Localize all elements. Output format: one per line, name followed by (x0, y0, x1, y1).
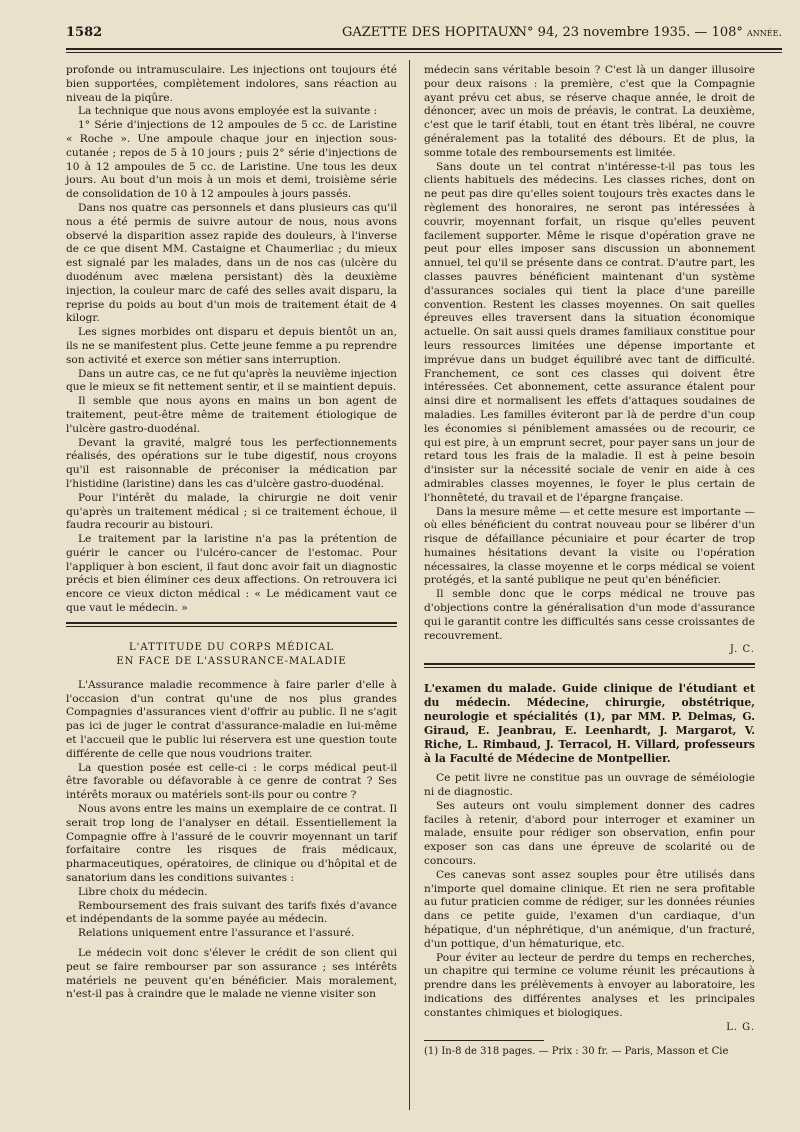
article-paragraph: La technique que nous avons employée est la suivante : (78, 105, 378, 118)
article-paragraph: Dans un autre cas, ce ne fut qu'après la neuvième injection que le mieux se fit nettement sentir, et il se maintient depuis. (66, 367, 397, 394)
article-paragraph: Dans nos quatre cas personnels et dans plusieurs cas qu'il nous a été permis de suivre autour de nous, nous avons observé la disparition assez rapide des douleurs, à l'inverse de ce que disent MM. Castaigne et Chaumerliac ; du mieux est signalé par les malades, dans un de nos cas (ulcère du duodénum avec mælena persistant) dès la deuxième injection, la couleur marc de café des selles avait disparu, la reprise du poids au bout d'un mois de traitement était de 4 kilogr. (66, 201, 397, 325)
page-number: 1582 (66, 25, 103, 40)
header-rule-thin (66, 52, 782, 53)
section-title-line: EN FACE DE L'ASSURANCE-MALADIE (116, 655, 347, 667)
article-paragraph: Il semble que nous ayons en mains un bon agent de traitement, peut-être même de traitement étiologique de l'ulcère gastro-duodénal. (66, 395, 397, 435)
review-paragraph: Pour éviter au lecteur de perdre du temps en recherches, un chapitre qui termine ce volume réunit les précautions à prendre dans les prélèvements à envoyer au laboratoire, les indications des différentes analyses et les principales constantes chimiques et biologiques. (424, 951, 755, 1019)
column-divider (409, 60, 410, 1110)
author-signature: J. C. (729, 644, 755, 656)
right-column (424, 64, 755, 1058)
review-signature: L. G. (726, 1021, 755, 1033)
section-paragraph: Relations uniquement entre l'assurance et l'assuré. (78, 927, 355, 940)
journal-title: GAZETTE DES HOPITAUX (342, 25, 518, 40)
article-paragraph: Les signes morbides ont disparu et depuis bientôt un an, ils ne se manifestent plus. Cette jeune femme a pu reprendre son activité et exerce son métier sans interruption. (66, 326, 397, 366)
left-column (66, 64, 397, 1002)
review-paragraph: Ce petit livre ne constitue pas un ouvrage de séméiologie ni de diagnostic. (424, 772, 755, 799)
issue-number-date: N° 94, 23 novembre 1935. — 108° (515, 25, 743, 40)
section-paragraph: Remboursement des frais suivant des tarifs fixés d'avance et indépendants de la somme payée au médecin. (66, 899, 397, 926)
section-paragraph: Nous avons entre les mains un exemplaire de ce contrat. Il serait trop long de l'analyser en détail. Essentiellement la Compagnie offre à l'assuré de le couvrir moyennant un tarif forfaitaire contre les risques de frais médicaux, pharmaceutiques, opératoires, de clinique ou d'hôpital et de sanatorium dans les conditions suivantes : (66, 803, 397, 885)
issue-annee: année. (747, 26, 782, 39)
footnote: (1) In-8 de 318 pages. — Prix : 30 fr. — Paris, Masson et Cie (424, 1046, 729, 1058)
section-title-line: L'ATTITUDE DU CORPS MÉDICAL (129, 641, 334, 653)
section-rule (424, 663, 755, 665)
review-paragraph: Ces canevas sont assez souples pour être utilisés dans n'importe quel domaine clinique. Et rien ne sera profitable au futur praticien comme de rédiger, sur les données réunies dans ce petite guide, l'examen d'un cardiaque, d'un hépatique, d'un néphrétique, d'un anémique, d'un fracturé, d'un pottique, d'un hématurique, etc. (424, 868, 755, 950)
issue-info (516, 22, 782, 44)
review-paragraph: Ses auteurs ont voulu simplement donner des cadres faciles à retenir, d'abord pour interroger et examiner un malade, ensuite pour rédiger son observation, enfin pour exposer son cas dans une épreuve de scolarité ou de concours. (424, 799, 755, 868)
section-title (66, 641, 397, 669)
article-paragraph: Devant la gravité, malgré tous les perfectionnements réalisés, des opérations sur le tube digestif, nous croyons qu'il est raisonnable de préconiser la médication par l'histidine (laristine) dans les cas d'ulcère gastro-duodénal. (66, 436, 397, 490)
section-paragraph: Dans la mesure même — et cette mesure est importante — où elles bénéficient du contrat nouveau pour se libérer d'un risque de défaillance pécuniaire et pour écarter de trop humaines hésitations devant la visite ou l'opération nécessaires, la classe moyenne et le corps médical se voient protégés, et la santé publique ne peut qu'en bénéficier. (424, 505, 755, 587)
section-paragraph: Le médecin voit donc s'élever le crédit de son client qui peut se faire rembourser par son assurance ; ses intérêts matériels ne peuvent qu'en bénéficier. Mais moralement, n'est-il pas à craindre que le malade ne vienne visiter son (66, 947, 397, 1001)
section-paragraph: Sans doute un tel contrat n'intéresse-t-il pas tous les clients habituels des médecins. Les classes riches, dont on ne peut pas dire qu'elles soient toujours très exactes dans le règlement des honoraires, ne seront pas intéressées à couvrir, moyennant forfait, un risque qu'elles peuvent facilement supporter. Même le risque d'opération grave ne peut pour elles imposer sans discussion un abonnement annuel, tel qu'il se présente dans ce contrat. D'autre part, les classes pauvres bénéficient maintenant d'un système d'assurances sociales qui tient la place d'une pareille convention. Restent les classes moyennes. On sait quelles épreuves elles traversent dans la situation économique actuelle. On sait aussi quels drames familiaux constitue pour leurs ressources limitées une dépense importante et imprévue dans un budget équilibré avec tant de difficulté. Franchement, ce sont ces classes qui doivent être intéressées. Cet abonnement, cette assurance étalent pour ainsi dire et normalisent les effets d'attaques soudaines de maladies. Les familles éviteront par là de perdre d'un coup les économies si péniblement amassées ou de recourir, ce qui est pire, à un emprunt secret, pour payer sans un jour de retard tous les frais de la maladie. Il est à peine besoin d'insister sur la nécessité sociale de venir en aide à ces admirables classes moyennes, le foyer le plus certain de l'honnêteté, du travail et de l'épargne française. (424, 160, 755, 504)
section-paragraph: La question posée est celle-ci : le corps médical peut-il être favorable ou défavorable à ce genre de contrat ? Ses intérêts moraux ou matériels sont-ils pour ou contre ? (66, 761, 397, 802)
section-rule-thin (424, 667, 755, 668)
section-paragraph: médecin sans véritable besoin ? C'est là un danger illusoire pour deux raisons : la première, c'est que la Compagnie ayant prévu cet abus, se réserve chaque année, le droit de dénoncer, avec un mois de préavis, le contrat. La deuxième, c'est que le tarif établi, tout en étant très libéral, ne couvre généralement pas la totalité des débours. Et de plus, la somme totale des remboursements est limitée. (424, 64, 755, 159)
section-paragraph: Il semble donc que le corps médical ne trouve pas d'objections contre la généralisation d'un mode d'assurance qui le garantit contre les difficultés sans cesse croissantes de recouvrement. (424, 588, 755, 642)
article-paragraph: Le traitement par la laristine n'a pas la prétention de guérir le cancer ou l'ulcéro-cancer de l'estomac. Pour l'appliquer à bon escient, il faut donc avoir fait un diagnostic précis et bien éliminer ces deux affections. On retrouvera ici encore ce vieux dicton médical : « Le médicament vaut ce que vaut le médecin. » (66, 533, 397, 615)
article-paragraph: profonde ou intramusculaire. Les injections ont toujours été bien supportées, complètement indolores, sans réaction au niveau de la piqûre. (66, 64, 397, 104)
section-rule (66, 622, 397, 624)
footnote-rule (424, 1040, 544, 1041)
section-paragraph: Libre choix du médecin. (78, 885, 208, 898)
article-paragraph: Pour l'intérêt du malade, la chirurgie ne doit venir qu'après un traitement médical ; si ce traitement échoue, il faudra recourir au bistouri. (66, 491, 397, 532)
section-rule-thin (66, 626, 397, 627)
header-rule (66, 48, 782, 50)
page-header (66, 22, 782, 44)
section-paragraph: L'Assurance maladie recommence à faire parler d'elle à l'occasion d'un contrat qu'une de nos plus grandes Compagnies d'assurances vient d'offrir au public. Il ne s'agit pas ici de juger le contrat d'assurance-maladie en lui-même et l'accueil que le public lui réservera est une question toute différente de celle que nous voudrions traiter. (66, 678, 397, 760)
article-paragraph: 1° Série d'injections de 12 ampoules de 5 cc. de Laristine « Roche ». Une ampoule chaque jour en injection sous-cutanée ; repos de 5 à 10 jours ; puis 2° série d'injections de 10 à 12 ampoules de 5 cc. de Laristine. Une tous les deux jours. Au bout d'un mois à un mois et demi, troisième série de consolidation de 10 à 12 ampoules à jours passés. (66, 119, 397, 201)
book-review-heading: L'examen du malade. Guide clinique de l'étudiant et du médecin. Médecine, chirurgie, obstétrique, neurologie et spécialités (1), par MM. P. Delmas, G. Giraud, E. Jeanbrau, E. Leenhardt, J. Margarot, V. Riche, L. Rimbaud, J. Terracol, H. Villard, professeurs à la Faculté de Médecine de Montpellier. (424, 682, 755, 766)
